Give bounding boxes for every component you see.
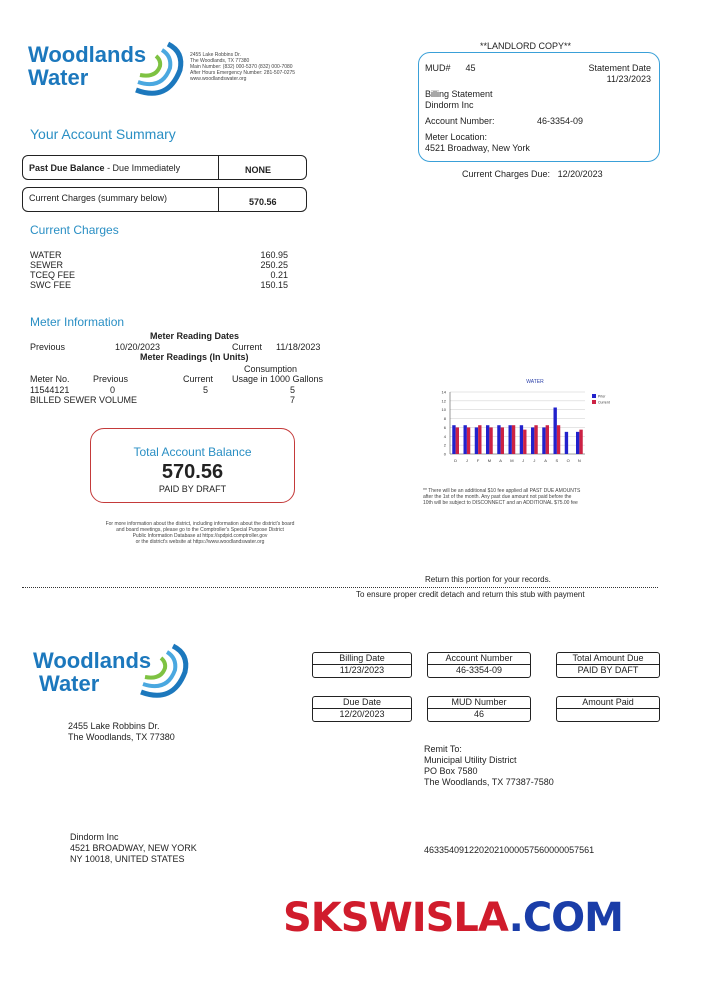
consumption-label: Consumption — [244, 364, 298, 374]
col-usage: Usage in 1000 Gallons — [232, 374, 324, 384]
chart-y-tick-label: 2 — [443, 442, 446, 448]
billing-statement-label: Billing Statement — [425, 89, 493, 99]
col-current: Current — [183, 374, 214, 384]
due-date-box — [312, 696, 412, 722]
mud-number-value: 46 — [473, 709, 484, 719]
meter-location: 4521 Broadway, New York — [425, 143, 530, 153]
landlord-copy-title: **LANDLORD COPY** — [480, 41, 572, 51]
chart-y-tick-label: 12 — [441, 398, 446, 404]
remit-line2: PO Box 7580 — [424, 766, 478, 776]
statement-date-label: Statement Date — [588, 63, 651, 73]
charge-row — [30, 250, 288, 260]
late-fee-notice — [423, 488, 651, 506]
scanline: 4633540912202021000057560000057561 — [424, 845, 595, 855]
chart-bar — [520, 425, 523, 454]
chart-x-tick-label: M — [487, 458, 492, 463]
charge-row — [30, 280, 288, 290]
billing-date-box — [312, 652, 412, 678]
total-amount-due-label: Total Amount Due — [557, 653, 659, 665]
woodlands-water-logo — [28, 44, 178, 104]
charges-list — [30, 250, 288, 290]
charge-amount: 160.95 — [260, 250, 288, 260]
chart-bar — [523, 430, 526, 454]
statement-date: 11/23/2023 — [606, 74, 651, 84]
chart-bar — [497, 425, 500, 454]
chart-bar — [546, 425, 549, 454]
remit-to-block — [424, 744, 554, 788]
billed-sewer-label: BILLED SEWER VOLUME — [30, 395, 138, 405]
usage-value: 5 — [290, 385, 296, 395]
stub-logo-swoosh-icon — [133, 642, 193, 702]
chart-y-tick-label: 14 — [441, 389, 446, 395]
chart-x-tick-label: J — [522, 458, 525, 463]
late-fee-line: after the 1st of the month. Any past due amount not paid before the — [423, 494, 572, 500]
chart-svg — [420, 372, 640, 472]
chart-bar — [579, 430, 582, 454]
chart-bar — [464, 425, 467, 454]
stub-logo-word-water: Water — [39, 671, 100, 696]
customer-line1: Dindorm Inc — [70, 832, 119, 842]
chart-x-tick-label: A — [499, 458, 502, 463]
meter-info-title: Meter Information — [30, 315, 125, 329]
chart-legend-swatch — [592, 394, 596, 398]
header-website: www.woodlandswater.org — [190, 76, 247, 82]
chart-bar — [486, 425, 489, 454]
total-balance-note: PAID BY DRAFT — [158, 484, 227, 494]
chart-x-tick-label: S — [555, 458, 559, 463]
current-charges-title: Current Charges — [30, 223, 119, 237]
mud-label: MUD# — [425, 63, 451, 73]
chart-x-tick-label: A — [544, 458, 547, 463]
billing-date-label: Billing Date — [313, 653, 411, 665]
stub-account-number-label: Account Number — [428, 653, 530, 665]
meter-reading-dates-label: Meter Reading Dates — [150, 331, 240, 341]
chart-bar — [576, 432, 579, 454]
chart-y-tick-label: 10 — [441, 407, 446, 413]
col-previous: Previous — [93, 374, 129, 384]
chart-x-tick-label: F — [476, 458, 480, 463]
current-charges-due — [462, 169, 603, 180]
charge-name: WATER — [30, 250, 62, 260]
chart-bar — [489, 427, 492, 454]
past-due-label: Past Due Balance — [29, 163, 105, 173]
tear-line-text2: To ensure proper credit detach and return this stub with payment — [356, 590, 585, 599]
landlord-info-box — [418, 52, 660, 162]
mud-value: 45 — [465, 63, 476, 73]
charge-row — [30, 260, 288, 270]
late-fee-line: 10th will be subject to DISCONNECT and an ADDITIONAL $75.00 fee — [423, 500, 578, 506]
watermark-left: SKSWISLA — [283, 895, 509, 941]
previous-date-label: Previous — [30, 342, 66, 352]
chart-bar — [554, 408, 557, 455]
previous-reading: 0 — [110, 385, 116, 395]
mud-number-label: MUD Number — [428, 697, 530, 709]
total-balance-box — [90, 428, 295, 503]
col-meter-no: Meter No. — [30, 374, 70, 384]
logo-word-woodlands: Woodlands — [28, 42, 147, 67]
current-date: 11/18/2023 — [276, 342, 321, 352]
stub-address-line2: The Woodlands, TX 77380 — [68, 732, 175, 742]
info-line: and board meetings, please go to the Comptroller's Special Purpose District — [116, 527, 284, 533]
info-line: or the district's website at https://www.woodlandswater.org — [135, 539, 265, 545]
tear-line-divider — [22, 587, 658, 588]
chart-x-tick-label: O — [566, 458, 570, 463]
logo-swoosh-icon — [128, 40, 188, 100]
header-contact-block — [190, 52, 350, 82]
customer-line2: 4521 BROADWAY, NEW YORK — [70, 843, 197, 853]
total-balance-label: Total Account Balance — [133, 445, 252, 459]
watermark-right: .COM — [508, 895, 623, 941]
chart-x-tick-label: M — [510, 458, 514, 463]
charge-name: SEWER — [30, 260, 64, 270]
account-summary-title: Your Account Summary — [30, 126, 176, 142]
chart-legend-label: Prior — [598, 394, 606, 399]
stub-account-number-box — [427, 652, 531, 678]
chart-bar — [542, 427, 545, 454]
charge-row — [30, 270, 288, 280]
chart-bar — [565, 432, 568, 454]
header-main-number: Main Number: (832) 000-5370 (832) 000-7080 — [190, 64, 293, 70]
mud-number-box — [427, 696, 531, 722]
chart-bar — [557, 425, 560, 454]
chart-y-tick-label: 0 — [443, 451, 446, 457]
charge-amount: 0.21 — [270, 270, 288, 280]
due-date-value: 12/20/2023 — [339, 709, 385, 719]
chart-x-tick-label: J — [465, 458, 468, 463]
info-line: For more information about the district, including information about the district's board — [105, 521, 295, 527]
chart-bar — [452, 425, 455, 454]
chart-bar — [456, 427, 459, 454]
chart-y-tick-label: 4 — [443, 433, 446, 439]
header-after-hours: After Hours Emergency Number: 281-507-0275 — [190, 70, 296, 76]
chart-bar — [509, 425, 512, 454]
current-date-label: Current — [232, 342, 263, 352]
district-info-text — [40, 521, 360, 545]
stub-woodlands-water-logo — [33, 650, 183, 710]
watermark-text — [283, 895, 623, 941]
account-number: 46-3354-09 — [537, 116, 584, 126]
billed-sewer-value: 7 — [290, 395, 296, 405]
chart-bar — [478, 425, 481, 454]
due-date-label: Due Date — [313, 697, 411, 709]
chart-y-tick-label: 8 — [443, 416, 446, 422]
chart-bar — [534, 425, 537, 454]
chart-x-tick-label: J — [533, 458, 536, 463]
remit-label: Remit To: — [424, 744, 462, 754]
past-due-box — [22, 155, 307, 180]
chart-x-tick-label: D — [454, 458, 458, 463]
stub-account-number-value: 46-3354-09 — [455, 665, 503, 675]
meter-location-label: Meter Location: — [425, 132, 488, 142]
current-charges-label: Current Charges (summary below) — [29, 193, 168, 203]
amount-paid-label: Amount Paid — [557, 697, 659, 709]
stub-logo-word-woodlands: Woodlands — [33, 648, 152, 673]
late-fee-line: ** There will be an additional $10 fee applied all PAST DUE AMOUNTS — [423, 488, 581, 494]
total-balance-amount: 570.56 — [161, 461, 224, 483]
chart-bar — [467, 427, 470, 454]
customer-address-block — [70, 832, 197, 865]
remit-line3: The Woodlands, TX 77387-7580 — [424, 777, 554, 787]
customer-name: Dindorm Inc — [425, 100, 474, 110]
chart-y-tick-label: 6 — [443, 424, 446, 430]
chart-legend-swatch — [592, 400, 596, 404]
charge-name: TCEQ FEE — [30, 270, 76, 280]
logo-word-water: Water — [28, 65, 89, 90]
chart-bar — [501, 427, 504, 454]
stub-address — [68, 721, 175, 743]
remit-line1: Municipal Utility District — [424, 755, 517, 765]
past-due-value: NONE — [245, 165, 272, 175]
previous-date: 10/20/2023 — [115, 342, 161, 352]
header-address-line2: The Woodlands, TX 77380 — [190, 58, 250, 64]
past-due-note: - Due Immediately — [107, 163, 181, 173]
total-amount-due-value: PAID BY DAFT — [577, 665, 639, 675]
charge-amount: 250.25 — [260, 260, 288, 270]
charges-due-label: Current Charges Due: — [462, 169, 551, 179]
chart-legend-label: Current — [598, 400, 610, 405]
chart-bar — [531, 427, 534, 454]
info-line: Public Information Database at https://spdpid.comptroller.gov — [132, 533, 268, 539]
water-usage-chart — [420, 372, 640, 472]
meter-number: 11544121 — [30, 385, 70, 395]
header-address-line1: 2455 Lake Robbins Dr. — [190, 52, 241, 58]
current-charges-box — [22, 187, 307, 212]
chart-bar — [475, 427, 478, 454]
chart-bar — [512, 425, 515, 454]
meter-readings-label: Meter Readings (In Units) — [140, 352, 249, 362]
total-amount-due-box — [556, 652, 660, 678]
amount-paid-box — [556, 696, 660, 722]
chart-title: WATER — [526, 379, 544, 385]
charges-due-date: 12/20/2023 — [557, 169, 603, 179]
chart-x-tick-label: N — [577, 458, 581, 463]
stub-address-line1: 2455 Lake Robbins Dr. — [68, 721, 160, 731]
charge-amount: 150.15 — [260, 280, 288, 290]
tear-line-text1: Return this portion for your records. — [425, 575, 551, 584]
customer-line3: NY 10018, UNITED STATES — [70, 854, 185, 864]
charge-name: SWC FEE — [30, 280, 72, 290]
billing-date-value: 11/23/2023 — [339, 665, 385, 675]
current-charges-value: 570.56 — [249, 197, 277, 207]
account-number-label: Account Number: — [425, 116, 495, 126]
current-reading: 5 — [203, 385, 209, 395]
